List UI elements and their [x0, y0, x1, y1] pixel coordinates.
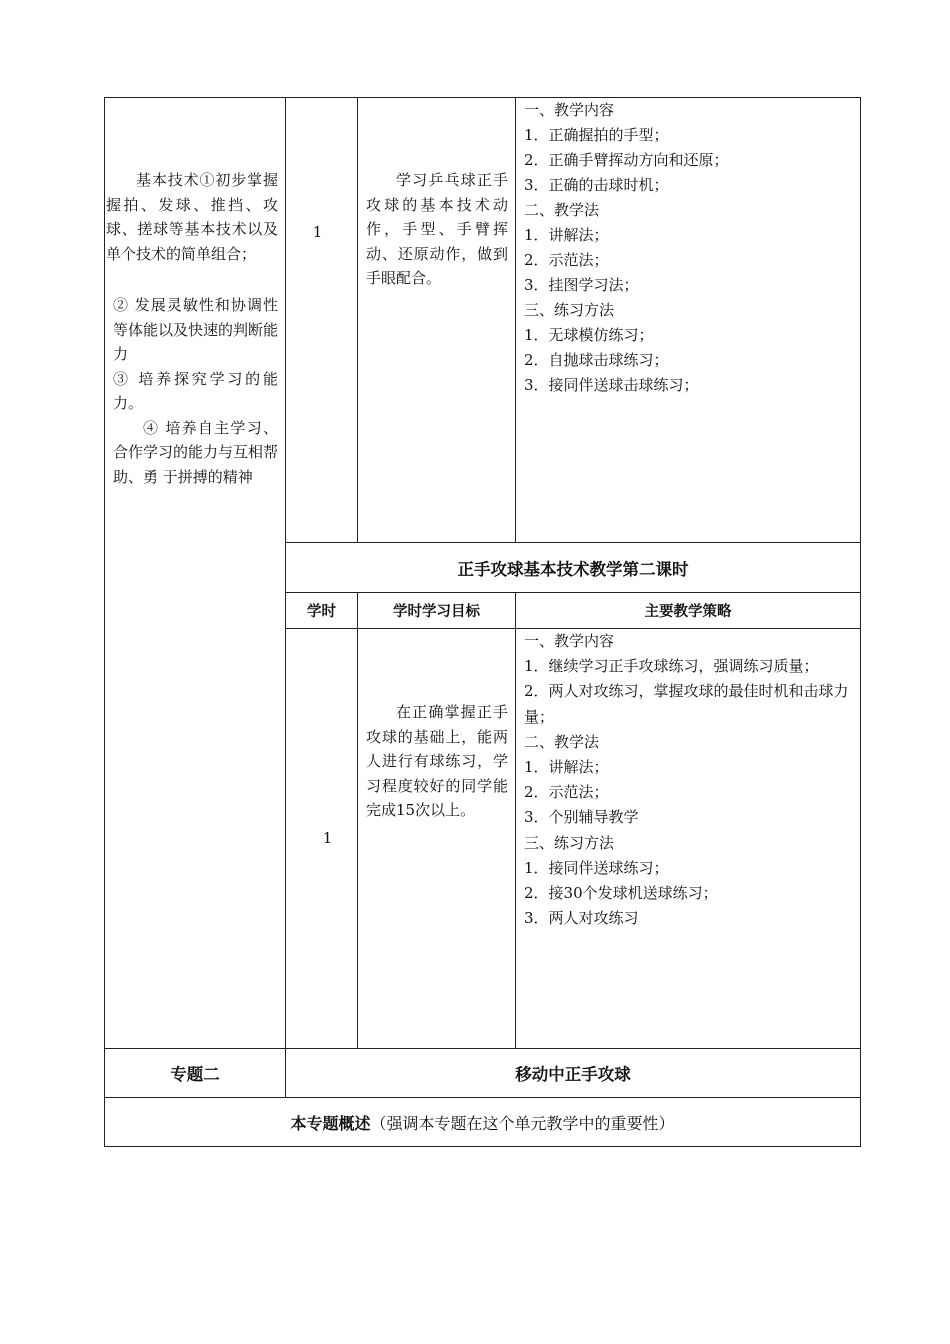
lesson2-title: 正手攻球基本技术教学第二课时 [457, 559, 689, 579]
topic2-label: 专题二 [170, 1065, 220, 1084]
lesson2-strategy-line: 3．个别辅导教学 [524, 808, 639, 827]
header-strategy: 主要教学策略 [644, 604, 732, 620]
lesson1-strategy-line: 2．自抛球击球练习； [524, 351, 669, 369]
overview-row [105, 1098, 860, 1146]
lesson2-strategy-line: 二、教学法 [524, 732, 600, 751]
divider-goal-column-1 [357, 97, 358, 543]
lesson1-goal-text: 学习乒乓球正手攻球的基本技术动作，手型、手臂挥动、还原动作，做到手眼配合。 [366, 171, 508, 287]
lesson2-strategy-line: 1．继续学习正手攻球练习，强调练习质量； [524, 657, 819, 676]
table-border-left [104, 97, 105, 1147]
lesson1-goal [366, 168, 508, 291]
lesson1-strategy-line: 1．无球模仿练习； [524, 326, 654, 344]
lesson1-strategy-line: 2．示范法； [524, 251, 609, 269]
lesson1-strategy-line: 3．接同伴送球击球练习； [524, 376, 699, 394]
lesson1-strategy-line: 二、教学法 [524, 201, 600, 219]
lesson2-strategy-line: 一、教学内容 [524, 632, 615, 650]
table-border-right [860, 97, 861, 1147]
overview-note: （强调本专题在这个单元教学中的重要性） [370, 1113, 675, 1133]
divider-goal-column-2 [357, 592, 358, 1049]
objective-paragraph-1: 基本技术①初步掌握握拍、发球、推挡、攻球、搓球等基本技术以及单个技术的简单组合； [106, 171, 278, 263]
objective-paragraph-3: ③ 培养探究学习的能力。 [113, 369, 278, 412]
lesson1-strategy-line: 1．正确握拍的手型； [524, 126, 669, 144]
lesson2-strategy [524, 629, 854, 931]
header-goal: 学时学习目标 [393, 604, 480, 620]
objective-paragraph-2: ② 发展灵敏性和协调性等体能以及快速的判断能力 [113, 296, 279, 363]
objectives-cell-2 [113, 293, 278, 489]
lesson2-goal-text: 在正确掌握正手攻球的基础上，能两人进行有球练习，学习程度较好的同学能完成15次以上。 [366, 703, 508, 819]
objectives-cell [106, 168, 278, 266]
lesson2-strategy-line: 1．接同伴送球练习； [524, 858, 669, 877]
header-hours: 学时 [307, 604, 336, 620]
lesson2-strategy-line: 2．接30个发球机送球练习； [524, 884, 718, 903]
lesson2-goal [366, 700, 508, 823]
table-border-bottom [104, 1146, 861, 1147]
lesson1-strategy-line: 3．挂图学习法； [524, 276, 639, 294]
lesson1-strategy-line: 一、教学内容 [524, 101, 615, 119]
lesson1-strategy-line: 3．正确的击球时机； [524, 176, 669, 194]
overview-label: 本专题概述 [290, 1113, 371, 1133]
lesson2-strategy-line: 3．两人对攻练习 [524, 909, 639, 928]
lesson1-hours: 1 [312, 223, 323, 241]
lesson2-strategy-line: 三、练习方法 [524, 833, 615, 852]
objective-paragraph-4: ④ 培养自主学习、合作学习的能力与互相帮助、勇 于拼搏的精神 [113, 418, 279, 486]
lesson1-strategy [524, 98, 854, 398]
lesson1-strategy-line: 1．讲解法； [524, 226, 609, 244]
lesson1-strategy-line: 2．正确手臂挥动方向和还原； [524, 151, 729, 169]
lesson1-strategy-line: 三、练习方法 [524, 301, 615, 319]
divider-strategy-column-1 [515, 97, 516, 543]
lesson2-strategy-line: 2．两人对攻练习，掌握攻球的最佳时机和击球力量； [524, 682, 849, 726]
lesson2-hours: 1 [322, 829, 333, 847]
lesson2-strategy-line: 2．示范法； [524, 783, 609, 802]
topic2-title: 移动中正手攻球 [515, 1065, 631, 1084]
lesson2-strategy-line: 1．讲解法； [524, 758, 609, 777]
divider-strategy-column-2 [515, 592, 516, 1049]
